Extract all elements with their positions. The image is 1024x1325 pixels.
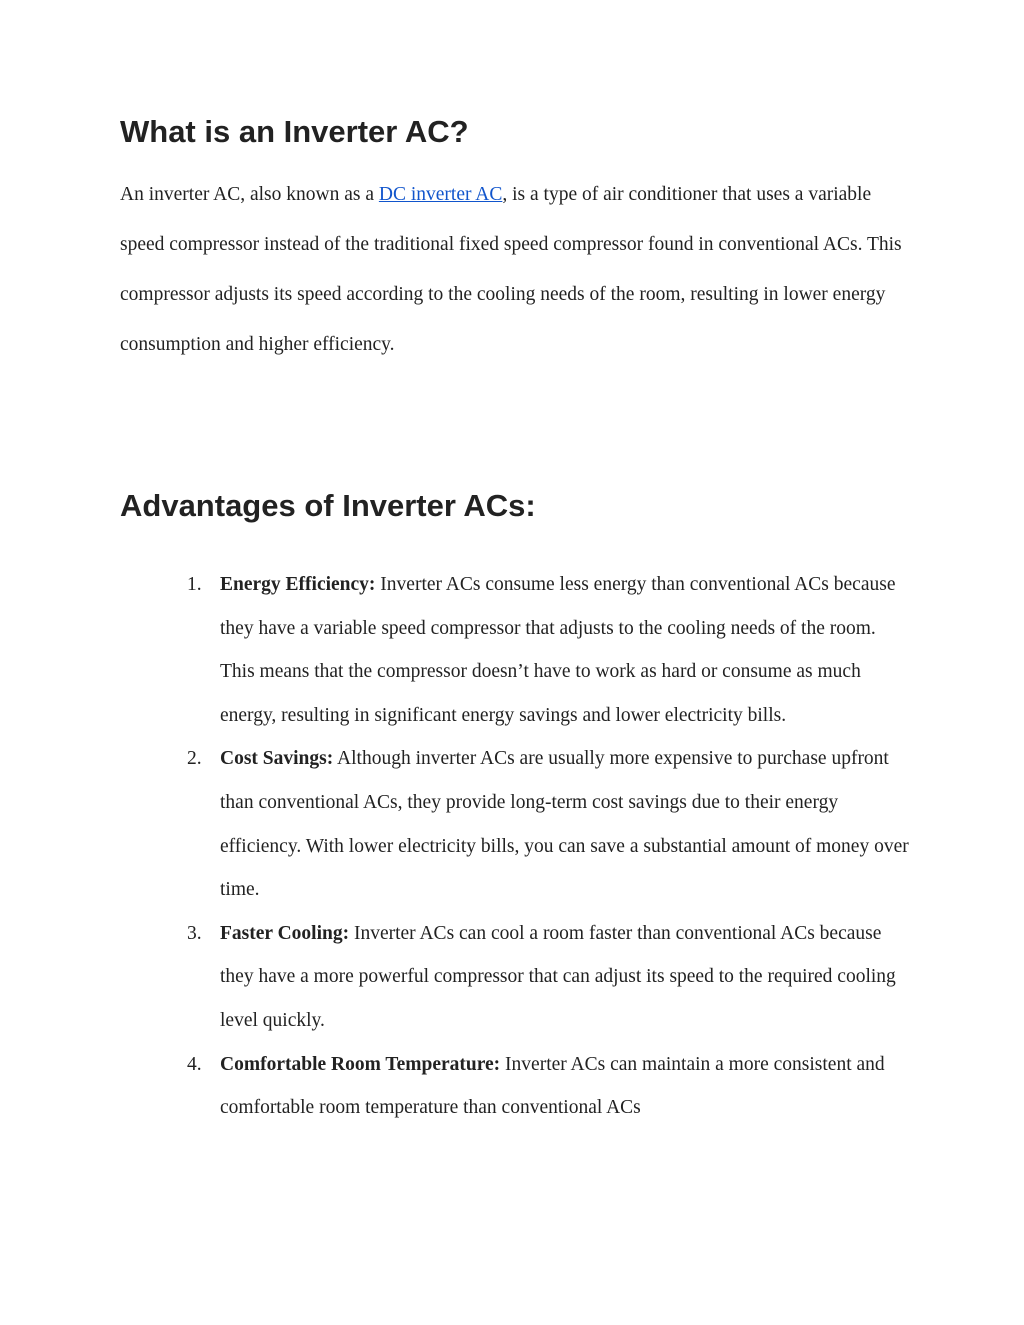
- list-item-text: Although inverter ACs are usually more expensive to purchase upfront than conventional ACs, they provide long-term cost savings due to their energy efficiency. With lower electricity bills, you can save a substantial amount of money over time.: [220, 748, 909, 901]
- list-item-text: Inverter ACs can cool a room faster than conventional ACs because they have a more powerful compressor that can adjust its speed to the required cooling level quickly.: [220, 922, 896, 1031]
- list-item: [150, 1043, 910, 1130]
- heading-what-is-inverter-ac: What is an Inverter AC?: [120, 114, 469, 149]
- intro-text-before-link: An inverter AC, also known as a: [120, 184, 379, 205]
- list-item-title: Cost Savings:: [220, 748, 334, 770]
- intro-text-after-link: , is a type of air conditioner that uses a variable speed compressor instead of the traditional fixed speed compressor found in conventional ACs. This compressor adjusts its speed according to the cooling needs of the room, resulting in lower energy consumption and higher efficiency.: [120, 184, 902, 355]
- list-item: [150, 563, 910, 737]
- list-item-number: 2.: [187, 748, 202, 770]
- list-item: [150, 912, 910, 1043]
- list-item-number: 1.: [187, 574, 202, 595]
- list-item-number: 4.: [187, 1053, 202, 1075]
- advantages-list: [150, 563, 910, 1130]
- list-item-title: Faster Cooling:: [220, 922, 350, 944]
- list-item-title: Energy Efficiency:: [220, 574, 376, 595]
- list-item-text: Inverter ACs consume less energy than conventional ACs because they have a variable speed compressor that adjusts to the cooling needs of the room. This means that the compressor doesn’t have to work as hard or consume as much energy, resulting in significant energy savings and lower electricity bills.: [220, 574, 896, 726]
- list-item-number: 3.: [187, 922, 202, 944]
- list-item: [150, 737, 910, 911]
- heading-advantages: Advantages of Inverter ACs:: [120, 488, 536, 523]
- intro-paragraph: [120, 170, 910, 370]
- dc-inverter-ac-link[interactable]: DC inverter AC: [378, 184, 503, 205]
- list-item-title: Comfortable Room Temperature:: [220, 1053, 501, 1075]
- list-item-text: Inverter ACs can maintain a more consistent and comfortable room temperature than conventional ACs: [220, 1053, 885, 1119]
